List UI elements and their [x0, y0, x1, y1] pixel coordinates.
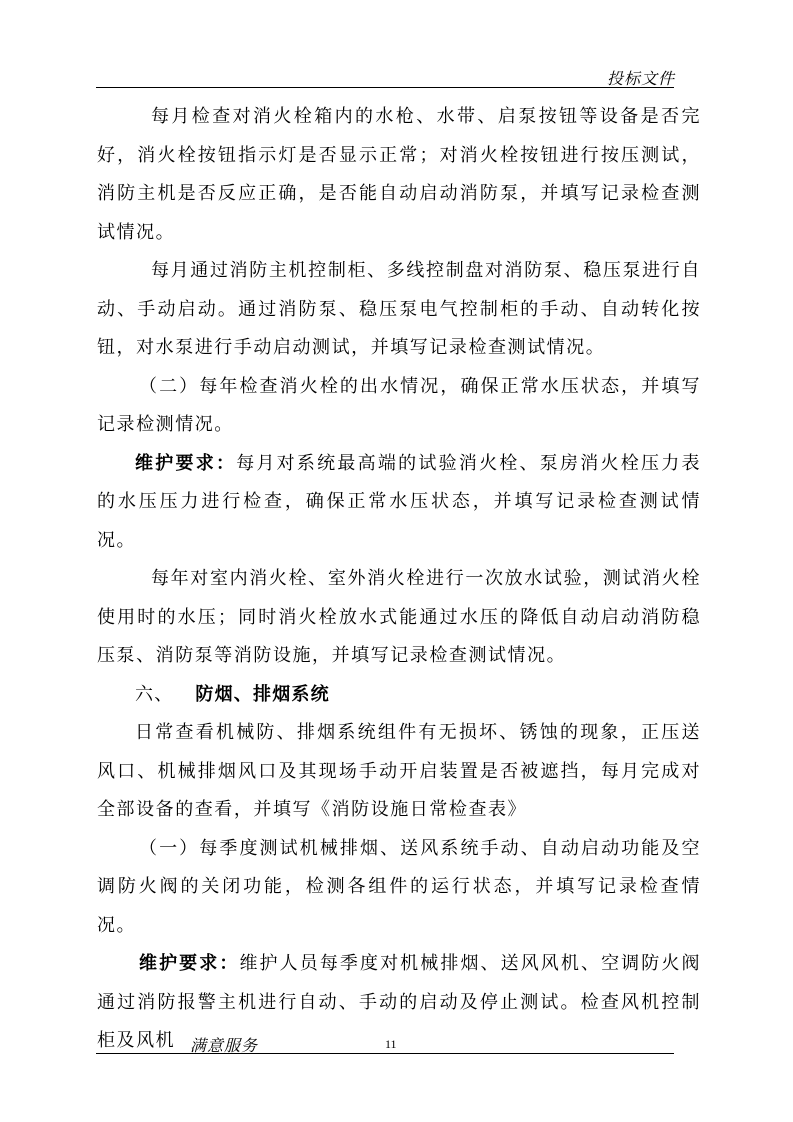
paragraph-annual-water-output: （二）每年检查消火栓的出水情况，确保正常水压状态，并填写记录检测情况。: [97, 375, 701, 435]
paragraph-quarterly-test: （一）每季度测试机械排烟、送风系统手动、自动启动功能及空调防火阀的关闭功能，检测各组件的运行状态，并填写记录检查情况。: [97, 837, 701, 936]
paragraph-maintenance-requirement-1: [97, 445, 701, 561]
footer-text: 满意服务: [190, 1036, 259, 1055]
document-body: [97, 98, 701, 1061]
maintenance-text: 每月对系统最高端的试验消火栓、泵房消火栓压力表的水压压力进行检查，确保正常水压状态，并填写记录检查测试情况。: [97, 452, 702, 551]
page-number: 11: [385, 1037, 397, 1051]
section-title: 防烟、排烟系统: [195, 683, 330, 705]
maintenance-label: 维护要求：: [135, 452, 237, 474]
section-number: 六、: [135, 683, 174, 705]
paragraph-pump-start-test: 每月通过消防主机控制柜、多线控制盘对消防泵、稳压泵进行自动、手动启动。通过消防泵、稳压泵电气控制柜的手动、自动转化按钮，对水泵进行手动启动测试，并填写记录检查测试情况。: [97, 260, 701, 358]
maintenance-text: 维护人员每季度对机械排烟、送风风机、空调防火阀通过消防报警主机进行自动、手动的启动及停止测试。检查风机控制柜及风机: [97, 953, 701, 1051]
maintenance-label: 维护要求：: [139, 953, 240, 974]
paragraph-daily-smoke-check: 日常查看机械防、排烟系统组件有无损坏、锈蚀的现象，正压送风口、机械排烟风口及其现场手动开启装置是否被遮挡，每月完成对全部设备的查看，并填写《消防设施日常检查表》: [97, 722, 701, 820]
paragraph-annual-discharge-test: 每年对室内消火栓、室外消火栓进行一次放水试验，测试消火栓使用时的水压；同时消火栓放水式能通过水压的降低自动启动消防稳压泵、消防泵等消防设施，并填写记录检查测试情况。: [97, 568, 701, 666]
page-header-title: 投标文件: [606, 69, 675, 88]
footer-divider: [96, 1053, 674, 1054]
section-heading: [97, 676, 701, 715]
paragraph-maintenance-requirement-2: [97, 945, 701, 1061]
header-divider: [96, 87, 674, 88]
paragraph-hydrant-box-check: 每月检查对消火栓箱内的水枪、水带、启泵按钮等设备是否完好，消火栓按钮指示灯是否显示正常；对消火栓按钮进行按压测试，消防主机是否反应正确，是否能自动启动消防泵，并填写记录检查测试情况。: [97, 106, 701, 243]
